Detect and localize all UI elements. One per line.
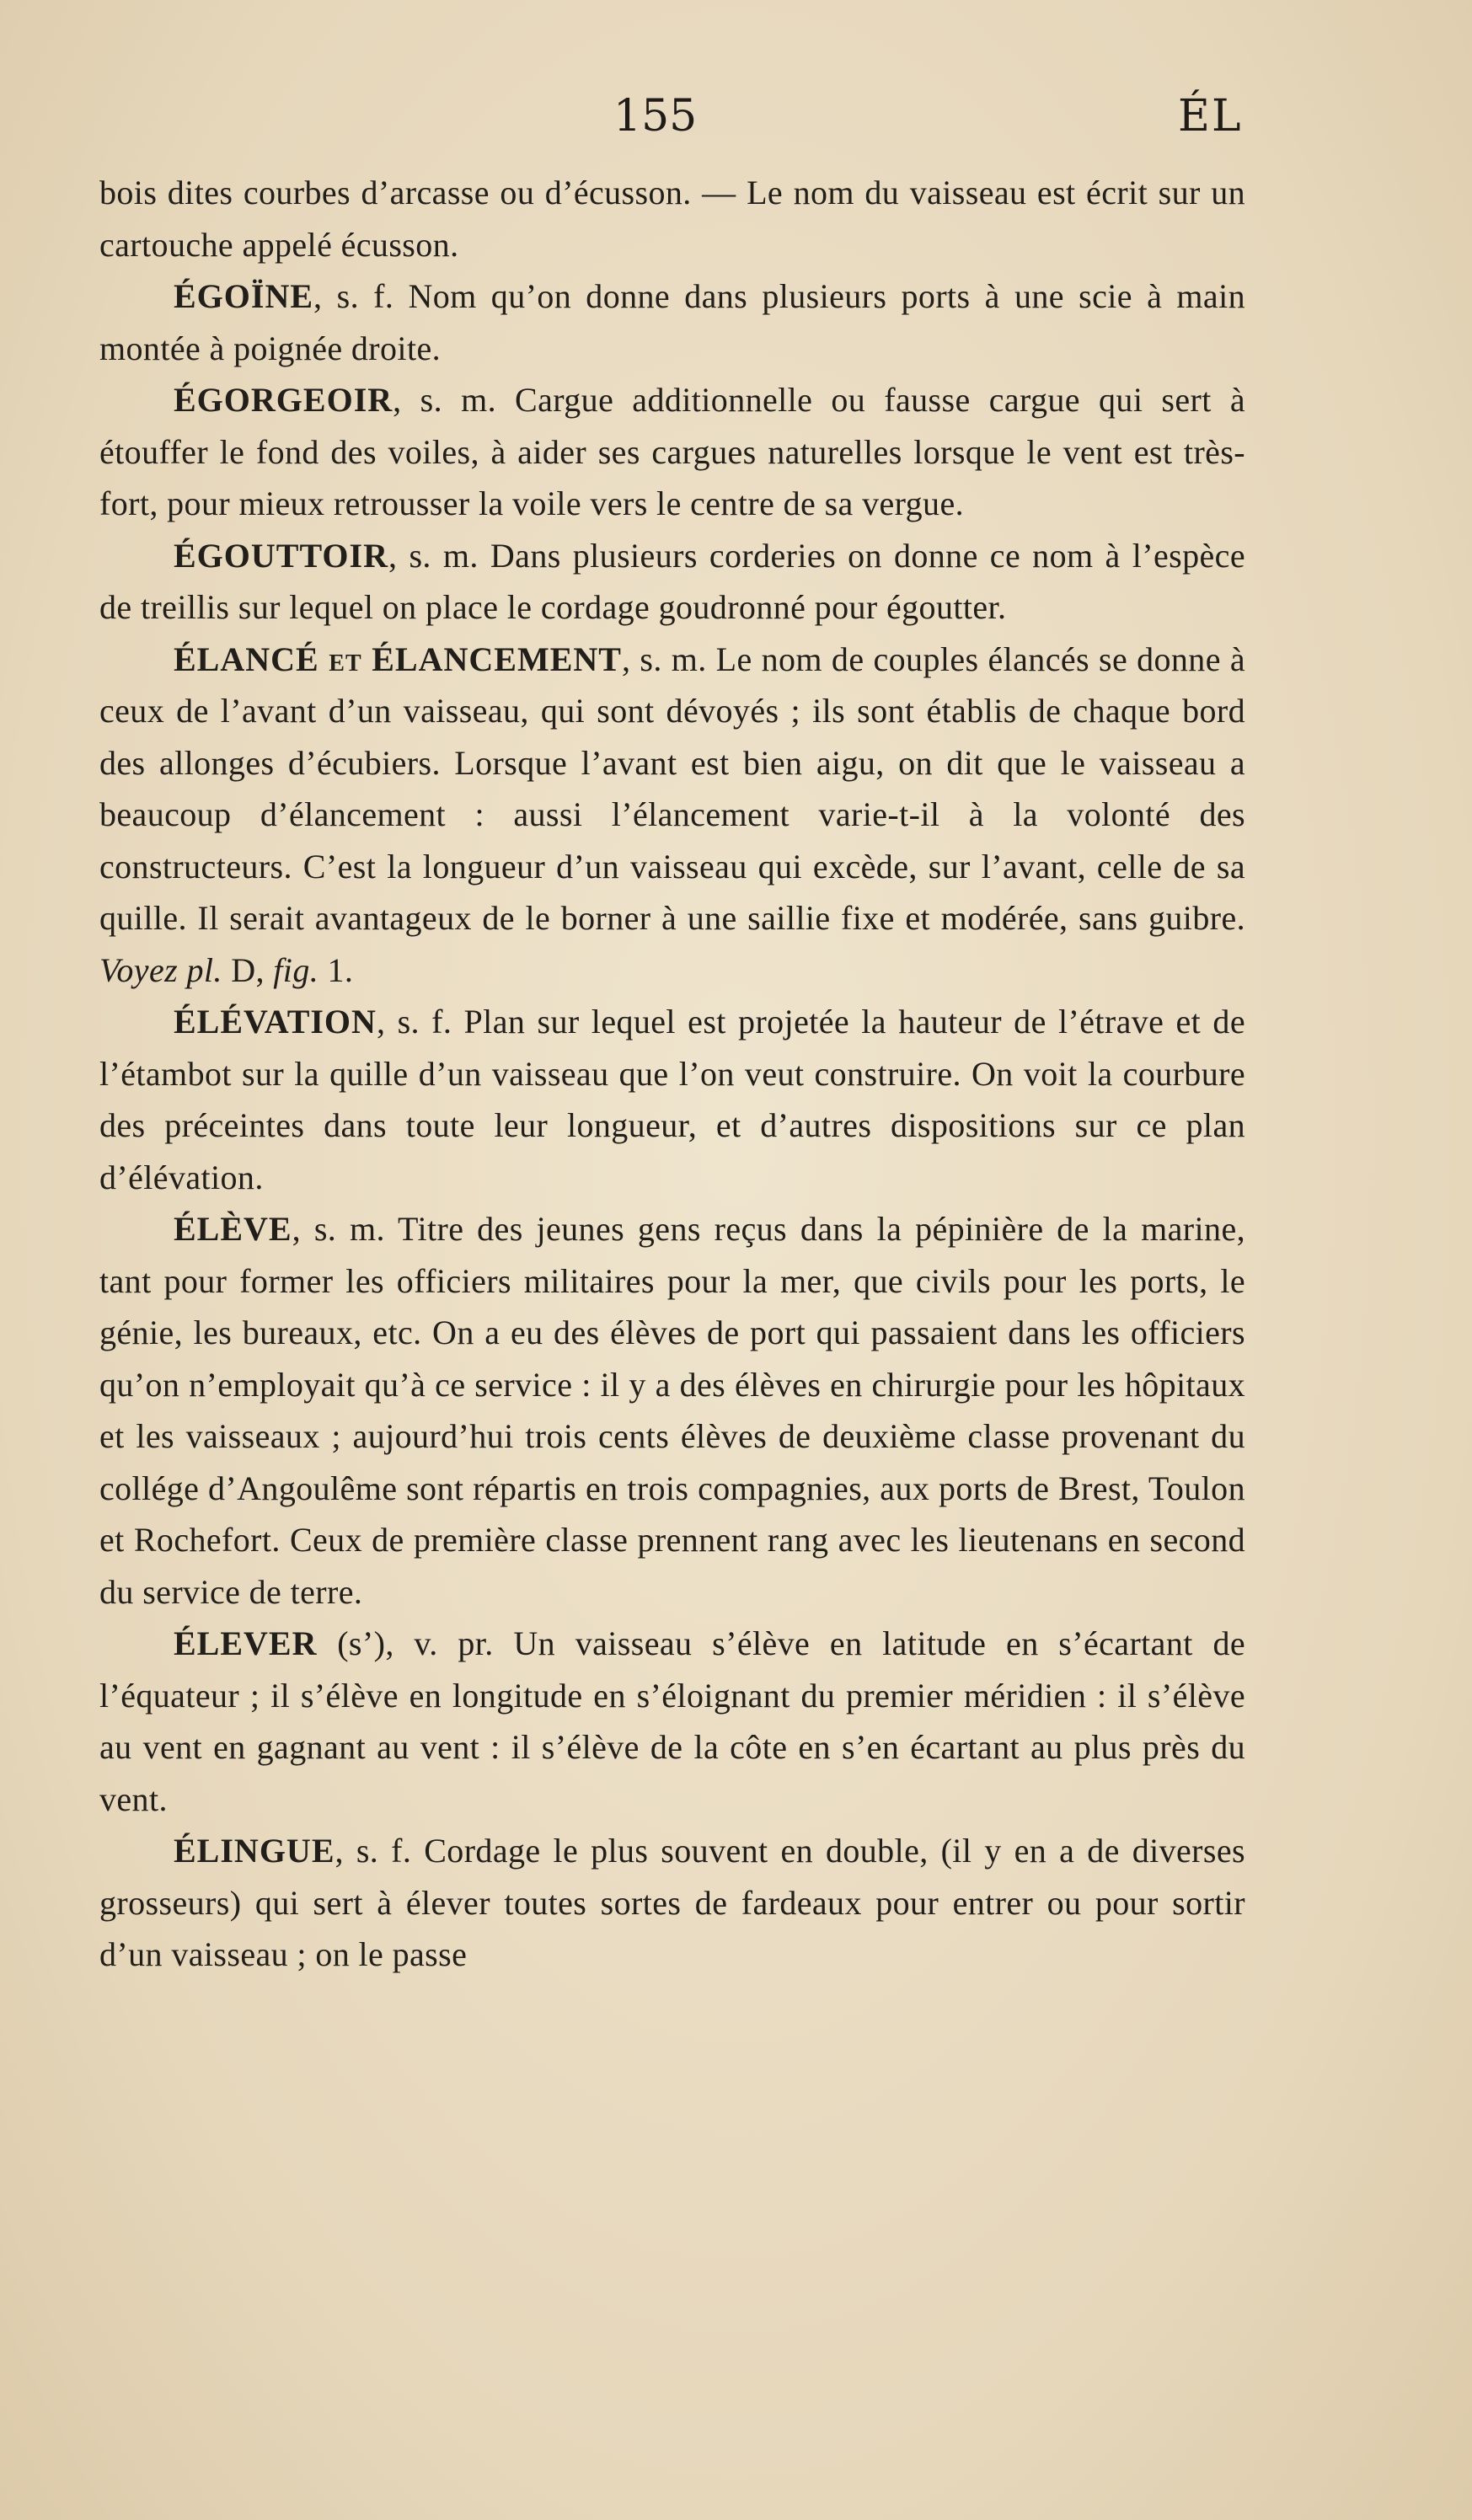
dictionary-text <box>99 167 1245 1981</box>
entry-body: , s. m. Cargue additionnelle ou fausse cargue qui sert à étouffer le fond des voiles, à aider ses cargues naturelles lorsque le vent est très-fort, pour mieux retrousser la voile vers le centre de sa vergue. <box>99 381 1245 522</box>
entry-egoine <box>99 270 1245 374</box>
entry-body: , s. m. Le nom de couples élancés se donne à ceux de l’avant d’un vaisseau, qui sont dévoyés ; ils sont établis de chaque bord des allonges d’écubiers. Lorsque l’avant est bien aigu, on dit que le vaisseau a beaucoup d’élancement : aussi l’élancement varie-t-il à la volonté des constructeurs. C’est la longueur d’un vaisseau qui excède, sur l’avant, celle de sa quille. Il serait avantageux de le borner à une saillie fixe et modérée, sans guibre. <box>99 639 1246 937</box>
entry-egorgeoir <box>99 374 1245 530</box>
page-header <box>0 91 1472 150</box>
entry-elingue <box>99 1825 1245 1981</box>
entry-body: bois dites courbes d’arcasse ou d’écusson. — Le nom du vaisseau est écrit sur un cartouche appelé écusson. <box>99 174 1245 264</box>
running-head: ÉL <box>1178 91 1243 142</box>
entry-headword: ÉLÈVE <box>174 1210 292 1248</box>
entry-body: , s. f. Cordage le plus souvent en double, (il y en a de diverses grosseurs) qui sert à élever toutes sortes de fardeaux pour entrer ou pour sortir d’un vaisseau ; on le passe <box>99 1832 1245 1973</box>
entry-body: , s. f. Nom qu’on donne dans plusieurs ports à une scie à main montée à poignée droite. <box>99 277 1245 367</box>
entry-elevation <box>99 996 1245 1203</box>
entry-egouttoir <box>99 530 1245 634</box>
page-number: 155 <box>613 91 698 142</box>
entry-eleve <box>99 1203 1245 1618</box>
entry-headword: ÉLEVER <box>174 1624 318 1662</box>
entry-body: , s. m. Dans plusieurs corderies on donne ce nom à l’espèce de treillis sur lequel on place le cordage goudronné pour égoutter. <box>99 536 1245 626</box>
entry-body: , s. m. Titre des jeunes gens reçus dans la pépinière de la marine, tant pour former les officiers militaires pour la mer, que civils pour les ports, le génie, les bureaux, etc. On a eu des élèves de port qui passaient dans les officiers qu’on n’employait qu’à ce service : il y a des élèves en chirurgie pour les hôpitaux et les vaisseaux ; aujourd’hui trois cents élèves de deuxième classe provenant du collége d’Angoulême sont répartis en trois compagnies, aux ports de Brest, Toulon et Rochefort. Ceux de première classe prennent rang avec les lieutenans en second du service de terre. <box>99 1210 1245 1611</box>
entry-headword: ÉGORGEOIR <box>174 381 393 419</box>
entry-elever <box>99 1618 1245 1825</box>
entry-headword: ÉLINGUE <box>174 1832 335 1870</box>
entry-continuation <box>99 167 1245 270</box>
entry-body: (s’), v. pr. Un vaisseau s’élève en latitude en s’écartant de l’équateur ; il s’élève en longitude en s’éloignant du premier méridien : il s’élève au vent en gagnant au vent : il s’élève de la côte en s’en écartant au plus près du vent. <box>99 1624 1245 1818</box>
entry-reference-figure: fig. <box>273 950 319 989</box>
entry-headword: ÉGOUTTOIR <box>174 536 388 575</box>
entry-elance <box>99 634 1245 997</box>
entry-headword: ÉLANCÉ et ÉLANCEMENT <box>174 639 622 678</box>
entry-headword: ÉLÉVATION <box>174 1003 377 1041</box>
entry-reference-number: 1. <box>318 950 354 989</box>
entry-headword: ÉGOÏNE <box>174 277 314 315</box>
entry-reference: Voyez pl. <box>99 950 222 989</box>
entry-reference-plate: D, <box>222 950 274 989</box>
entry-body: , s. f. Plan sur lequel est projetée la hauteur de l’étrave et de l’étambot sur la quille d’un vaisseau que l’on veut construire. On voit la courbure des préceintes dans toute leur longueur, et d’autres dispositions sur ce plan d’élévation. <box>99 1003 1245 1196</box>
